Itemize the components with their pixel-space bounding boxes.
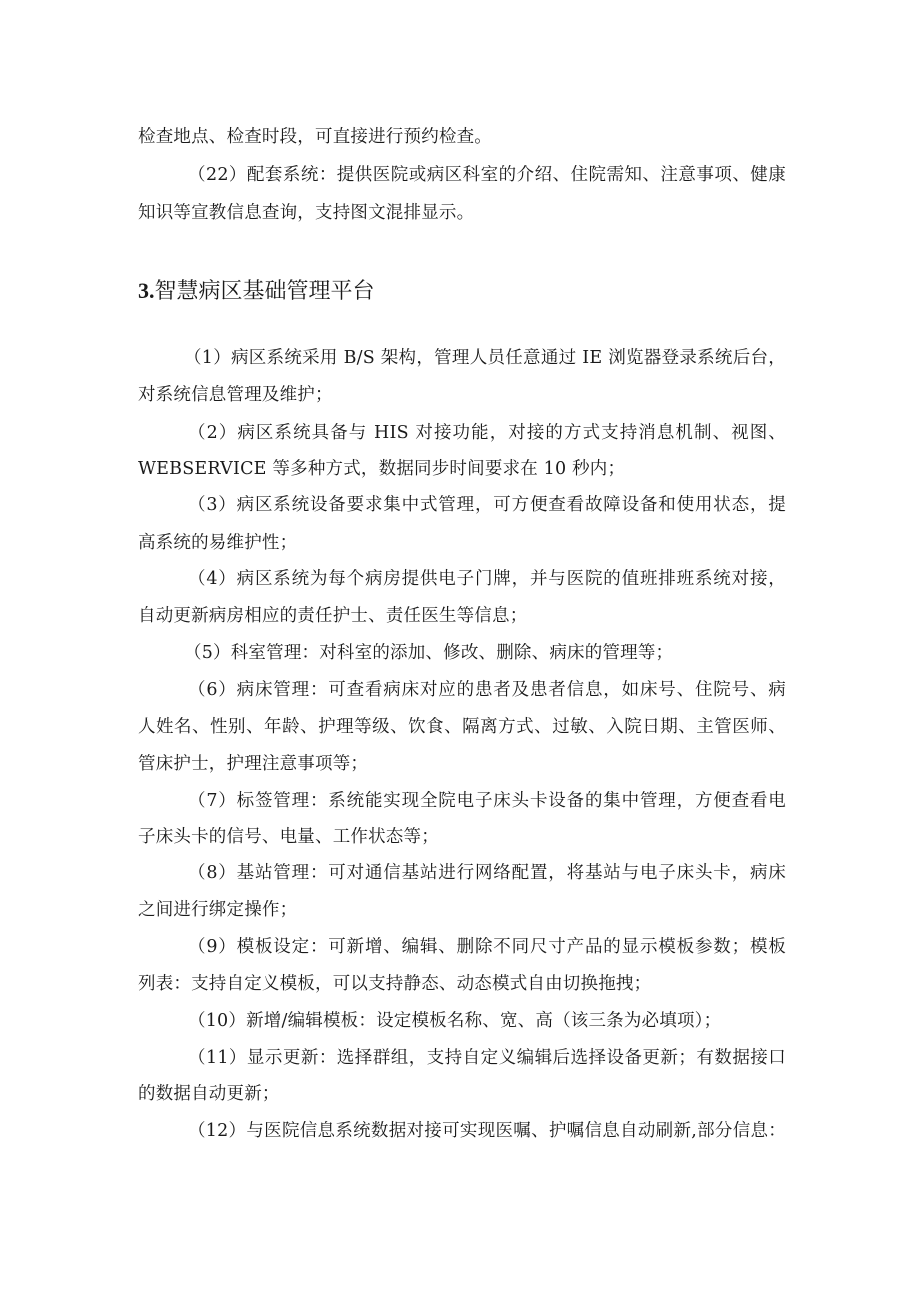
paragraph-line: 知识等宣教信息查询，支持图文混排显示。 — [138, 203, 475, 223]
paragraph-line: 检查地点、检查时段，可直接进行预约检查。 — [138, 127, 492, 147]
list-item-line: 列表：支持自定义模板，可以支持静态、动态模式自由切换拖拽； — [138, 974, 652, 994]
list-item-line: （7）标签管理：系统能实现全院电子床头卡设备的集中管理，方便查看电 — [188, 791, 786, 811]
list-item-line: 管床护士，护理注意事项等； — [138, 754, 369, 774]
list-item-line: 高系统的易维护性； — [138, 533, 298, 553]
list-item-line: 之间进行绑定操作； — [138, 900, 298, 920]
paragraph-line: （22）配套系统：提供医院或病区科室的介绍、住院需知、注意事项、健康 — [188, 165, 786, 185]
list-item-line: 人姓名、性别、年龄、护理等级、饮食、隔离方式、过敏、入院日期、主管医师、 — [138, 717, 786, 737]
list-item-line: （4）病区系统为每个病房提供电子门牌，并与医院的值班排班系统对接， — [188, 569, 786, 589]
list-item-line: （8）基站管理：可对通信基站进行网络配置，将基站与电子床头卡，病床 — [188, 863, 786, 883]
list-item-line: （11）显示更新：选择群组，支持自定义编辑后选择设备更新；有数据接口 — [188, 1048, 786, 1068]
list-item-line: 自动更新病房相应的责任护士、责任医生等信息； — [138, 606, 528, 626]
list-item-line: （3）病区系统设备要求集中式管理，可方便查看故障设备和使用状态，提 — [188, 495, 786, 515]
section-number: 3. — [138, 278, 155, 303]
list-item-line: （12）与医院信息系统数据对接可实现医嘱、护嘱信息自动刷新,部分信息： — [188, 1121, 786, 1141]
list-item-line: （10）新增/编辑模板：设定模板名称、宽、高（该三条为必填项）； — [188, 1011, 722, 1031]
list-item-line: （2）病区系统具备与 HIS 对接功能，对接的方式支持消息机制、视图、 — [188, 423, 786, 443]
list-item-line: WEBSERVICE 等多种方式，数据同步时间要求在 10 秒内； — [138, 459, 626, 479]
list-item-line: （6）病床管理：可查看病床对应的患者及患者信息，如床号、住院号、病 — [188, 680, 786, 700]
list-item-line: （1）病区系统采用 B/S 架构，管理人员任意通过 IE 浏览器登录系统后台， — [184, 348, 786, 368]
list-item-line: （9）模板设定：可新增、编辑、删除不同尺寸产品的显示模板参数；模板 — [188, 937, 786, 957]
list-item-line: 对系统信息管理及维护； — [138, 385, 333, 405]
list-item-line: （5）科室管理：对科室的添加、修改、删除、病床的管理等； — [184, 643, 674, 663]
section-title: 智慧病区基础管理平台 — [154, 279, 375, 304]
list-item-line: 的数据自动更新； — [138, 1084, 280, 1104]
list-item-line: 子床头卡的信号、电量、工作状态等； — [138, 827, 439, 847]
section-heading — [138, 276, 375, 307]
